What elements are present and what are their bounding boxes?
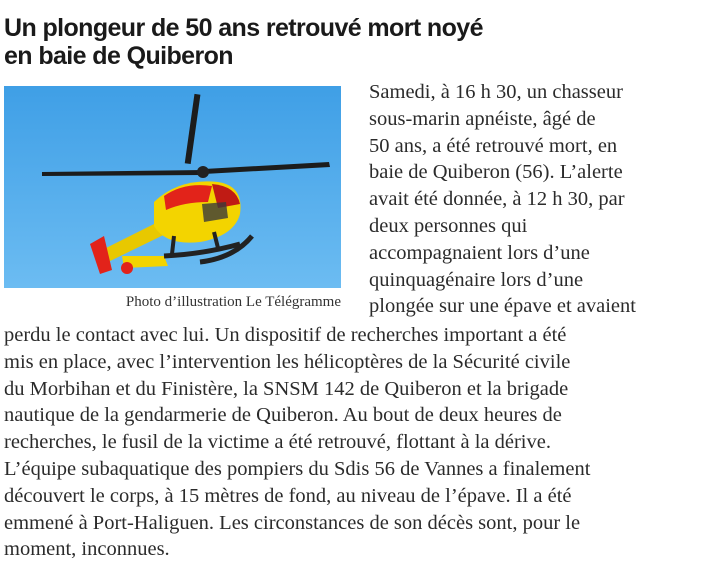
helicopter-photo	[4, 86, 341, 288]
photo-caption: Photo d’illustration Le Télégramme	[125, 294, 341, 310]
body-line: sous-marin apnéiste, âgé de	[369, 107, 596, 130]
body-line: accompagnaient lors d’une	[369, 241, 590, 264]
body-line: nautique de la gendarmerie de Quiberon. Au bout de deux heures de	[4, 404, 562, 427]
body-line: emmené à Port-Haliguen. Les circonstances de son décès sont, pour le	[4, 511, 581, 534]
headline	[4, 14, 704, 70]
body-line: deux personnes qui	[369, 214, 528, 237]
tail-light	[121, 262, 133, 274]
headline-line-2: en baie de Quiberon	[4, 42, 233, 70]
body-line: avait été donnée, à 12 h 30, par	[369, 188, 625, 211]
article-body-column	[369, 79, 709, 320]
body-line: Samedi, à 16 h 30, un chasseur	[369, 81, 623, 103]
body-line: mis en place, avec l’intervention les hélicoptères de la Sécurité civile	[4, 350, 571, 373]
helicopter-illustration	[4, 86, 341, 288]
body-line: moment, inconnues.	[4, 538, 170, 561]
body-line: quinquagénaire lors d’une	[369, 268, 584, 291]
body-line: baie de Quiberon (56). L’alerte	[369, 161, 623, 184]
body-line: recherches, le fusil de la victime a été retrouvé, flottant à la dérive.	[4, 431, 551, 454]
rotor-hub	[197, 166, 209, 178]
body-line: découvert le corps, à 15 mètres de fond, au niveau de l’épave. Il a été	[4, 484, 572, 507]
body-line: du Morbihan et du Finistère, la SNSM 142 de Quiberon et la brigade	[4, 377, 569, 400]
body-line: 50 ans, a été retrouvé mort, en	[369, 134, 618, 157]
headline-line-1: Un plongeur de 50 ans retrouvé mort noyé	[4, 14, 483, 42]
body-line: plongée sur une épave et avaient	[369, 295, 636, 318]
article-body-full	[4, 322, 709, 563]
body-line: perdu le contact avec lui. Un dispositif de recherches important a été	[4, 324, 567, 346]
body-line: L’équipe subaquatique des pompiers du Sdis 56 de Vannes a finalement	[4, 457, 591, 480]
